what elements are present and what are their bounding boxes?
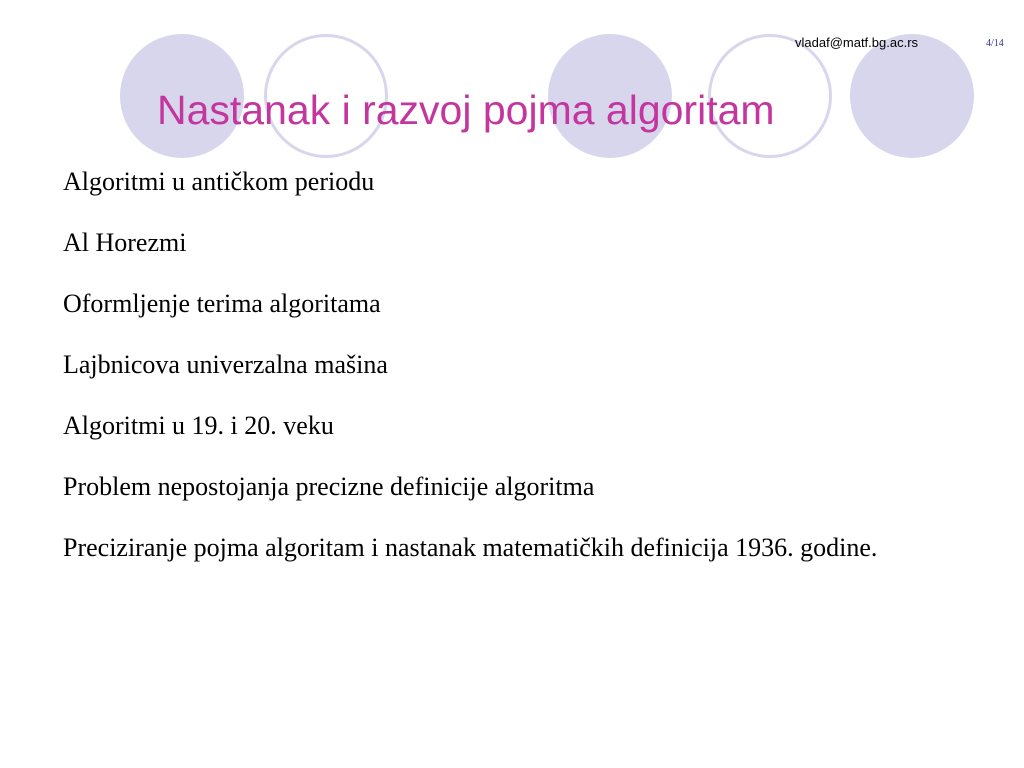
slide-content-list	[63, 162, 963, 589]
page-number: 4/14	[986, 38, 1004, 49]
author-email: vladaf@matf.bg.ac.rs	[795, 35, 919, 50]
list-item: Problem nepostojanja precizne definicije algoritma	[63, 472, 595, 501]
decorative-circle-filled	[850, 34, 974, 158]
list-item: Algoritmi u antičkom periodu	[63, 167, 375, 196]
list-item: Al Horezmi	[63, 228, 187, 257]
list-item: Oformljenje terima algoritama	[63, 289, 381, 318]
slide-title: Nastanak i razvoj pojma algoritam	[157, 87, 775, 133]
list-item: Lajbnicova univerzalna mašina	[63, 350, 388, 379]
list-item: Preciziranje pojma algoritam i nastanak matematičkih definicija 1936. godine.	[63, 533, 878, 562]
list-item: Algoritmi u 19. i 20. veku	[63, 411, 334, 440]
